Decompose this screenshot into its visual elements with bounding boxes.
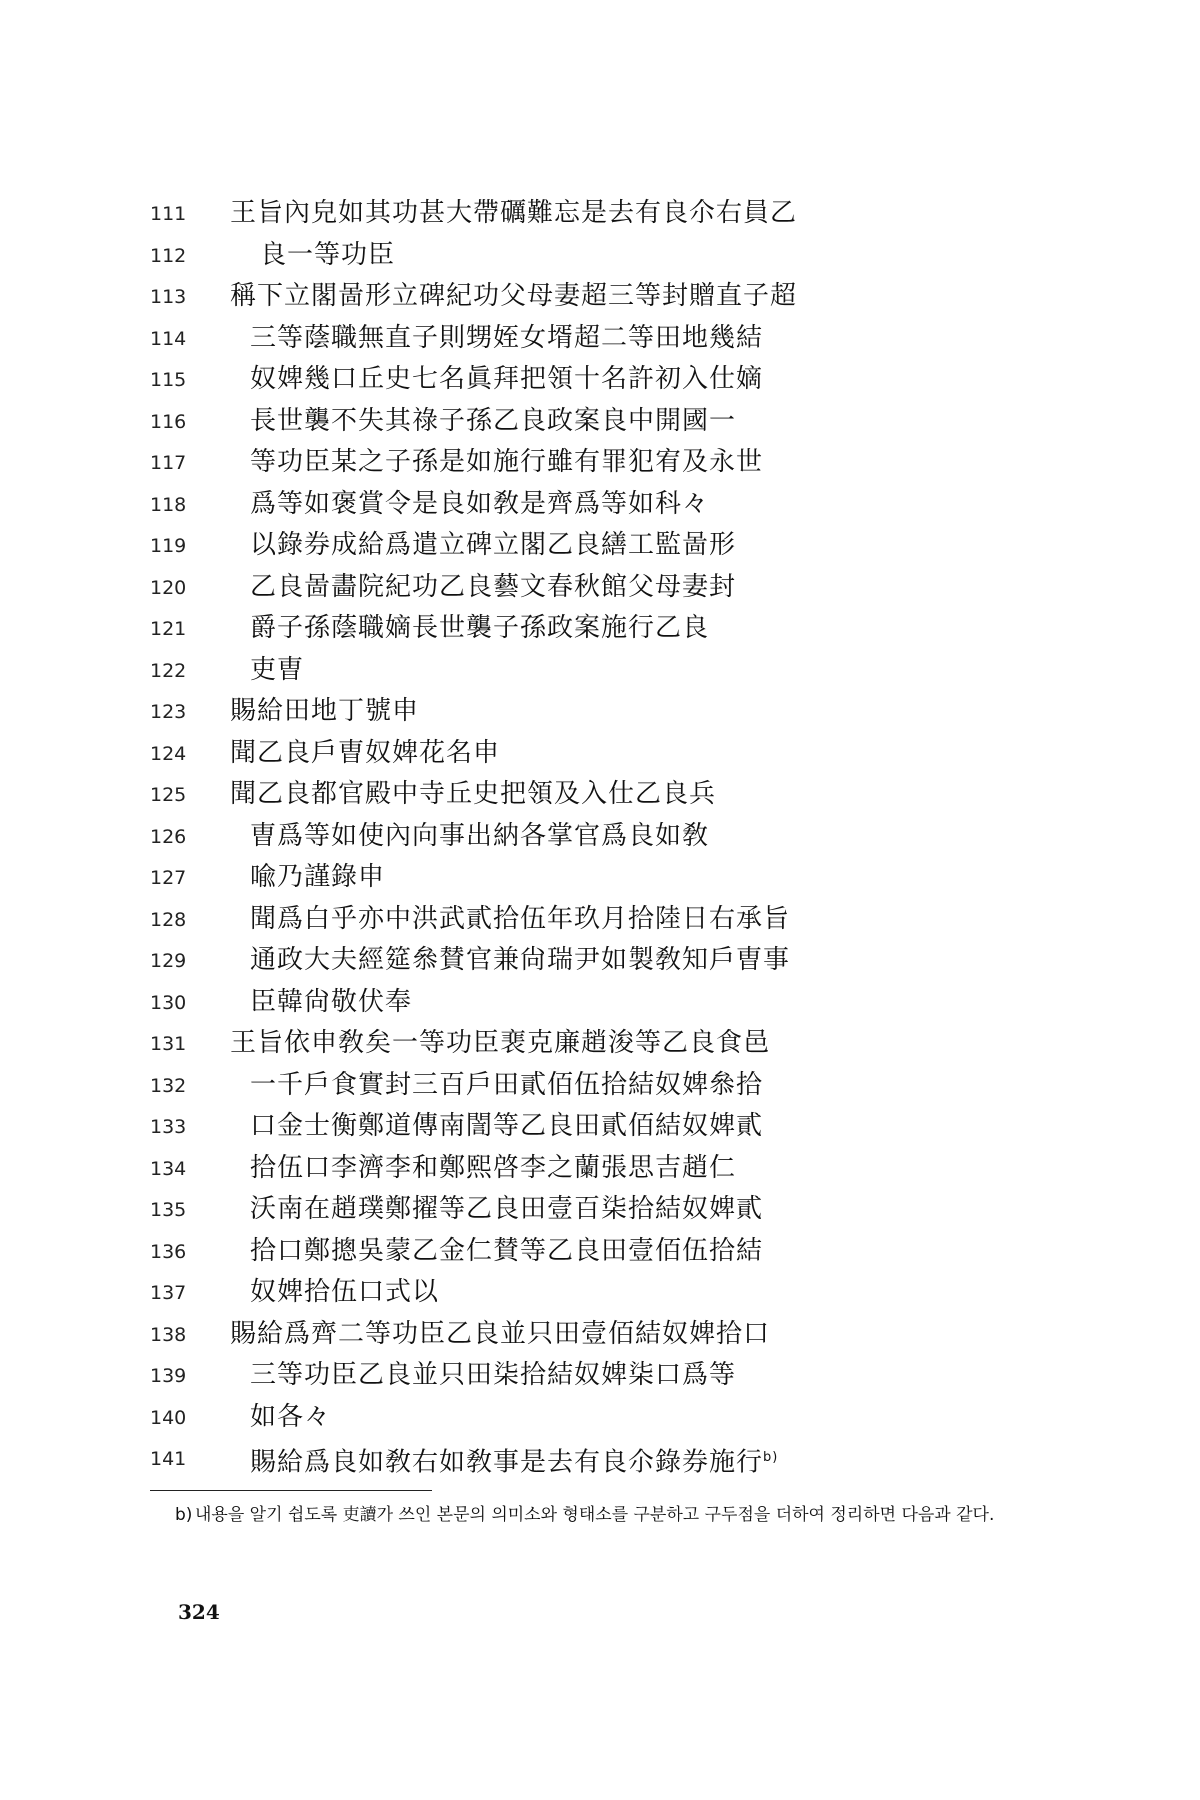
line-number: 119 bbox=[150, 535, 187, 557]
text-line bbox=[150, 361, 1050, 403]
line-text: 拾口鄭摠吳蒙乙金仁賛等乙良田壹佰伍拾結 bbox=[250, 1235, 764, 1266]
text-line bbox=[150, 859, 1050, 901]
text-line bbox=[150, 1108, 1050, 1150]
line-text: 賜給爲齊二等功臣乙良並只田壹佰結奴婢拾口 bbox=[230, 1318, 771, 1349]
text-line bbox=[150, 776, 1050, 818]
line-number: 127 bbox=[150, 867, 187, 889]
footnote-mark: b) bbox=[175, 1505, 193, 1525]
line-number: 134 bbox=[150, 1157, 187, 1180]
text-line bbox=[150, 942, 1050, 984]
line-number: 117 bbox=[150, 452, 187, 474]
text-line bbox=[150, 527, 1050, 569]
text-line bbox=[150, 278, 1050, 320]
line-text: 等功臣某之子孫是如施行雖有罪犯宥及永世 bbox=[250, 447, 764, 477]
text-line bbox=[150, 1440, 1050, 1482]
line-text: 爲等如褒賞令是良如敎是齊爲等如科々 bbox=[250, 488, 710, 519]
line-text: 喩乃謹錄申 bbox=[250, 862, 386, 892]
text-line bbox=[150, 818, 1050, 860]
line-text: 奴婢幾口丘史七名眞拜把領十名許初入仕嫡 bbox=[250, 364, 764, 394]
line-number: 137 bbox=[150, 1282, 187, 1304]
line-number: 123 bbox=[150, 701, 187, 723]
line-number: 118 bbox=[150, 493, 187, 516]
footnote-divider bbox=[150, 1490, 432, 1491]
footnote-text: 내용을 알기 쉽도록 吏讀가 쓰인 본문의 의미소와 형태소를 구분하고 구두점을 더하여 정리하면 다음과 같다. bbox=[195, 1505, 995, 1525]
line-number: 136 bbox=[150, 1240, 187, 1263]
line-text: 拾伍口李濟李和鄭熙啓李之蘭張思吉趙仁 bbox=[250, 1152, 737, 1183]
line-text: 長世襲不失其祿子孫乙良政案良中開國一 bbox=[250, 405, 737, 436]
line-text: 以錄券成給爲遣立碑立閣乙良繕工監啚形 bbox=[250, 530, 737, 560]
text-line bbox=[150, 1399, 1050, 1441]
text-line bbox=[150, 735, 1050, 777]
line-number: 116 bbox=[150, 410, 187, 433]
line-number: 115 bbox=[150, 369, 187, 391]
line-number: 129 bbox=[150, 950, 187, 972]
text-line bbox=[150, 610, 1050, 652]
line-text: 口金士衡鄭道傳南誾等乙良田貳佰結奴婢貳 bbox=[250, 1111, 764, 1141]
text-line bbox=[150, 1025, 1050, 1067]
text-line bbox=[150, 195, 1050, 237]
line-number: 135 bbox=[150, 1199, 187, 1221]
page-number: 324 bbox=[178, 1600, 220, 1624]
line-text: 聞乙良戶曺奴婢花名申 bbox=[230, 737, 501, 768]
line-number: 124 bbox=[150, 742, 187, 765]
text-line bbox=[150, 1191, 1050, 1233]
line-text: 如各々 bbox=[250, 1401, 332, 1432]
text-line bbox=[150, 1274, 1050, 1316]
footnote-reference: b) bbox=[763, 1450, 779, 1465]
line-text-wrapper bbox=[250, 1440, 778, 1481]
line-number: 112 bbox=[150, 244, 187, 267]
line-number: 130 bbox=[150, 991, 187, 1014]
line-text: 吏曺 bbox=[250, 654, 305, 685]
line-text: 王旨內皃如其功甚大帶礪難忘是去有良尒右員乙 bbox=[230, 198, 798, 228]
line-text: 良一等功臣 bbox=[260, 239, 396, 270]
text-line bbox=[150, 1150, 1050, 1192]
text-line bbox=[150, 444, 1050, 486]
line-number: 128 bbox=[150, 908, 187, 931]
line-text: 三等功臣乙良並只田柒拾結奴婢柒口爲等 bbox=[250, 1360, 737, 1390]
line-text: 通政大夫經筵叅賛官兼尙瑞尹如製敎知戶曺事 bbox=[250, 945, 791, 975]
line-text: 乙良啚畵院紀功乙良藝文春秋館父母妻封 bbox=[250, 571, 737, 602]
line-number: 126 bbox=[150, 825, 187, 848]
line-text: 聞爲白乎亦中洪武貳拾伍年玖月拾陸日右承旨 bbox=[250, 903, 791, 934]
text-line bbox=[150, 1067, 1050, 1109]
line-number: 113 bbox=[150, 286, 187, 308]
text-line bbox=[150, 237, 1050, 279]
line-text: 賜給田地丁號申 bbox=[230, 696, 420, 726]
line-number: 121 bbox=[150, 618, 187, 640]
line-number: 139 bbox=[150, 1365, 187, 1387]
line-text: 一千戶食實封三百戶田貳佰伍拾結奴婢叅拾 bbox=[250, 1069, 764, 1100]
text-line bbox=[150, 901, 1050, 943]
line-text: 賜給爲良如敎右如敎事是去有良尒錄券施行 bbox=[250, 1447, 764, 1478]
line-number: 138 bbox=[150, 1323, 187, 1346]
text-line bbox=[150, 984, 1050, 1026]
text-line bbox=[150, 1316, 1050, 1358]
text-line bbox=[150, 1233, 1050, 1275]
text-line bbox=[150, 1357, 1050, 1399]
line-text: 聞乙良都官殿中寺丘史把領及入仕乙良兵 bbox=[230, 779, 717, 809]
line-text: 奴婢拾伍口式以 bbox=[250, 1277, 440, 1307]
line-text: 王旨依申敎矣一等功臣裵克廉趙浚等乙良食邑 bbox=[230, 1028, 771, 1058]
line-text: 曺爲等如使內向事出納各掌官爲良如敎 bbox=[250, 820, 710, 851]
text-line bbox=[150, 652, 1050, 694]
document-body bbox=[150, 195, 1050, 1482]
line-text: 沃南在趙璞鄭擢等乙良田壹百柒拾結奴婢貳 bbox=[250, 1194, 764, 1224]
line-text: 稱下立閣啚形立碑紀功父母妻超三等封贈直子超 bbox=[230, 281, 798, 311]
line-text: 臣韓尙敬伏奉 bbox=[250, 986, 413, 1017]
text-line bbox=[150, 569, 1050, 611]
text-line bbox=[150, 403, 1050, 445]
line-number: 125 bbox=[150, 784, 187, 806]
line-number: 111 bbox=[150, 203, 187, 225]
line-number: 132 bbox=[150, 1074, 187, 1097]
line-number: 141 bbox=[150, 1448, 187, 1470]
text-line bbox=[150, 320, 1050, 362]
line-number: 140 bbox=[150, 1406, 187, 1429]
line-text: 三等蔭職無直子則甥姪女壻超二等田地幾結 bbox=[250, 322, 764, 353]
line-number: 122 bbox=[150, 659, 187, 682]
line-number: 133 bbox=[150, 1116, 187, 1138]
text-line bbox=[150, 486, 1050, 528]
line-number: 131 bbox=[150, 1033, 187, 1055]
line-number: 114 bbox=[150, 327, 187, 350]
line-text: 爵子孫蔭職嫡長世襲子孫政案施行乙良 bbox=[250, 613, 710, 643]
line-number: 120 bbox=[150, 576, 187, 599]
text-line bbox=[150, 693, 1050, 735]
footnote bbox=[175, 1500, 1075, 1530]
